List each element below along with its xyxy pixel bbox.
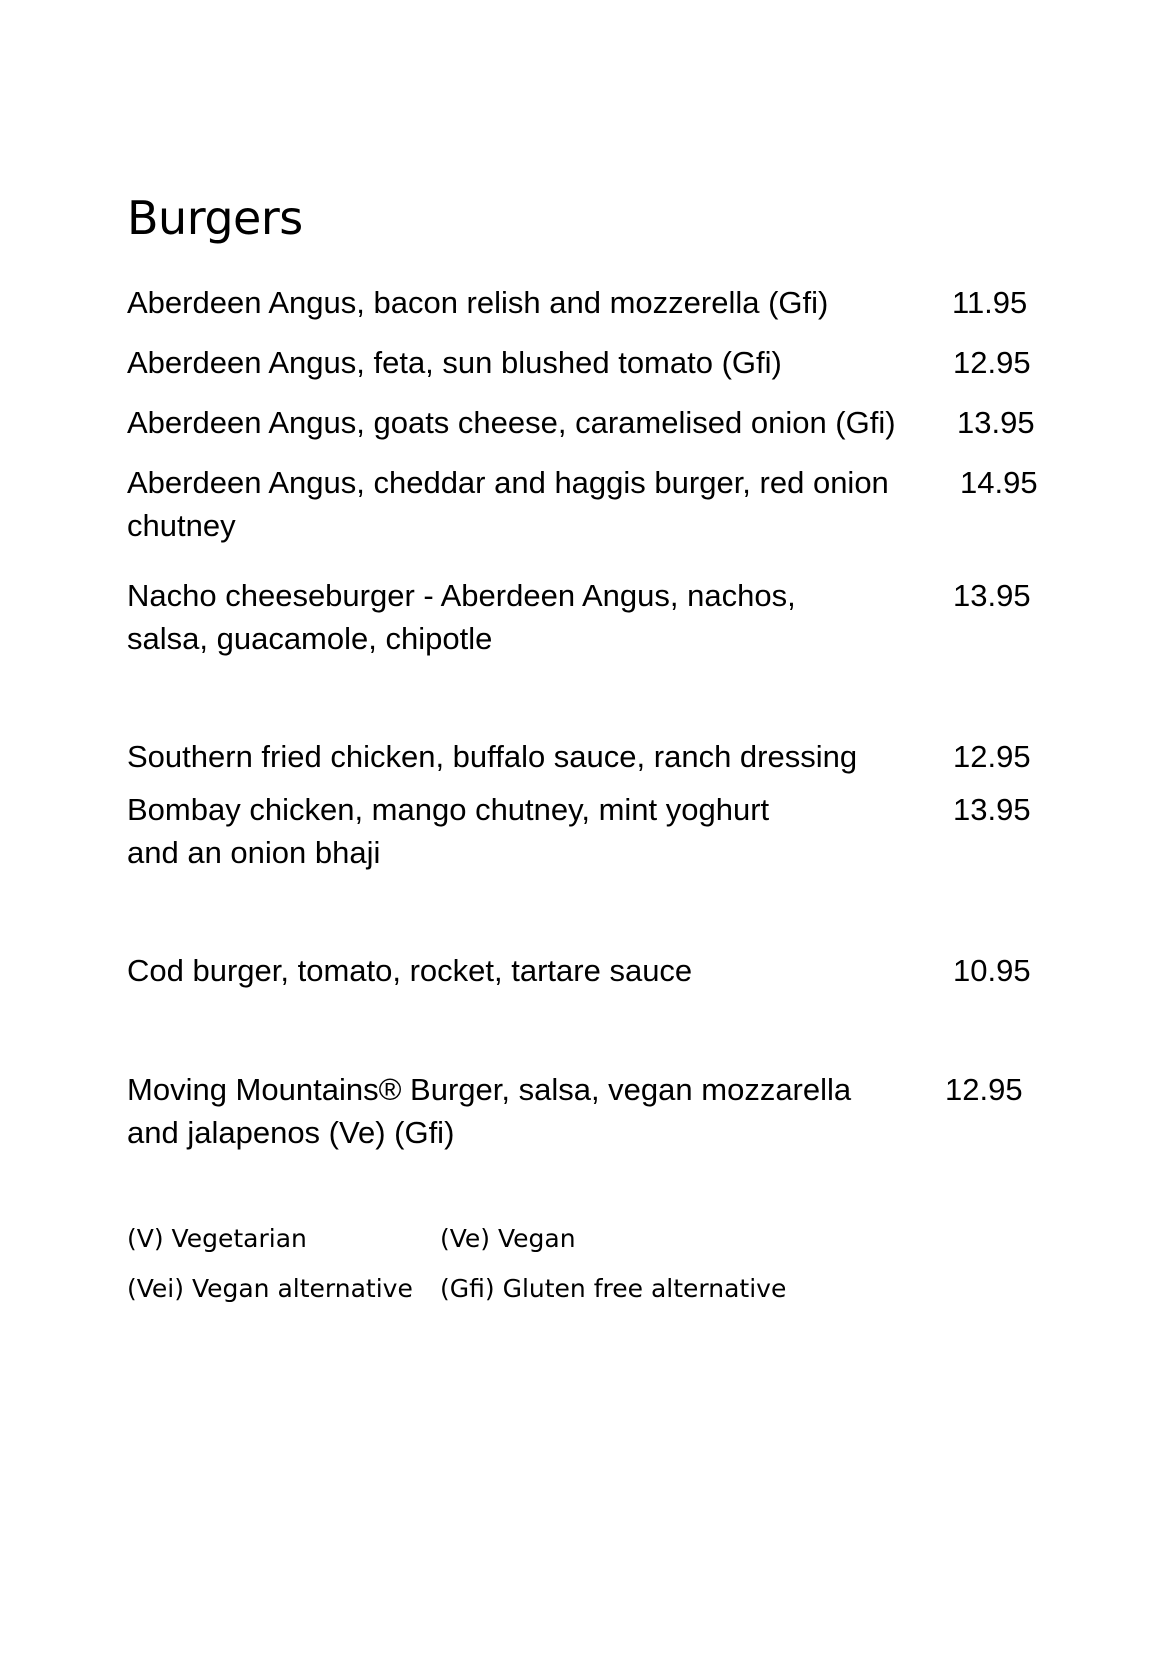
menu-item-price: 12.95 — [953, 739, 1031, 774]
menu-item-description: Aberdeen Angus, feta, sun blushed tomato (Gfi) — [127, 345, 782, 380]
page-title: Burgers — [127, 191, 303, 245]
legend-vegan: (Ve) Vegan — [440, 1224, 576, 1253]
menu-item-description: Bombay chicken, mango chutney, mint yoghurt and an onion bhaji — [127, 792, 770, 870]
menu-item-description: Aberdeen Angus, cheddar and haggis burger, red onion chutney — [127, 465, 889, 543]
menu-item — [127, 461, 1047, 547]
menu-item — [127, 574, 1047, 660]
menu-item — [127, 401, 1047, 444]
menu-item-price: 12.95 — [953, 345, 1031, 380]
menu-item — [127, 788, 1047, 874]
legend-vegan-alternative: (Vei) Vegan alternative — [127, 1274, 413, 1303]
menu-item-description: Aberdeen Angus, bacon relish and mozzerella (Gfi) — [127, 285, 829, 320]
menu-item-price: 14.95 — [960, 465, 1038, 500]
menu-item — [127, 1068, 1047, 1154]
menu-item — [127, 735, 1047, 778]
menu-item-price: 10.95 — [953, 953, 1031, 988]
menu-item-price: 11.95 — [952, 285, 1028, 320]
menu-item-description: Southern fried chicken, buffalo sauce, ranch dressing — [127, 739, 858, 774]
legend-gluten-free-alternative: (Gfi) Gluten free alternative — [440, 1274, 787, 1303]
menu-item-price: 13.95 — [953, 792, 1031, 827]
menu-item — [127, 341, 1047, 384]
legend-vegetarian: (V) Vegetarian — [127, 1224, 307, 1253]
menu-item — [127, 949, 1047, 992]
menu-item-description: Cod burger, tomato, rocket, tartare sauce — [127, 953, 693, 988]
menu-item — [127, 281, 1047, 324]
menu-item-price: 13.95 — [957, 405, 1035, 440]
menu-item-description: Nacho cheeseburger - Aberdeen Angus, nachos, salsa, guacamole, chipotle — [127, 578, 796, 656]
menu-item-description: Aberdeen Angus, goats cheese, caramelised onion (Gfi) — [127, 405, 896, 440]
menu-item-price: 13.95 — [953, 578, 1031, 613]
menu-item-price: 12.95 — [945, 1072, 1023, 1107]
menu-item-description: Moving Mountains® Burger, salsa, vegan mozzarella and jalapenos (Ve) (Gfi) — [127, 1072, 852, 1150]
